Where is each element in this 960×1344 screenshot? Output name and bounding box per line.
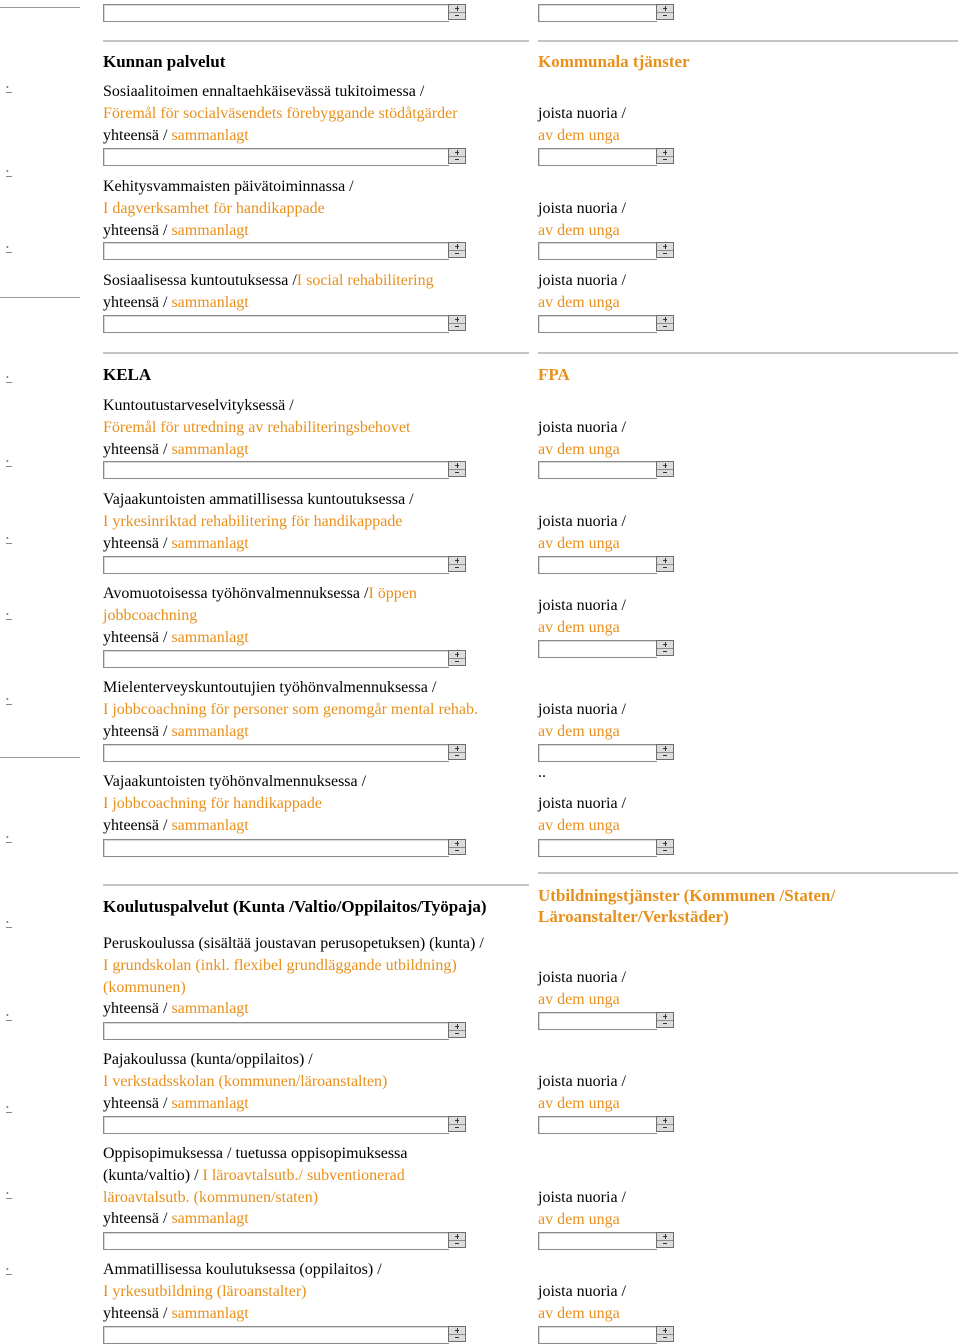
total-label-fi: yhteensä — [103, 221, 159, 239]
top-young-input[interactable] — [538, 4, 657, 22]
item-label-sv: I dagverksamhet för handikappade — [103, 199, 325, 217]
slash: / — [162, 628, 168, 646]
slash: / — [162, 1094, 168, 1112]
young-label-sv: av dem unga — [538, 990, 620, 1008]
section-rule — [103, 40, 529, 42]
young-label — [538, 699, 626, 743]
slash: / — [621, 1189, 626, 1206]
item-label-fi: Mielenterveyskuntoutujien työhönvalmennuksessa / — [103, 679, 437, 696]
item-label-fi: Sosiaalisessa kuntoutuksessa / — [103, 272, 297, 289]
total-spinner[interactable] — [448, 1232, 466, 1248]
young-label-sv: av dem unga — [538, 722, 620, 740]
margin-mark — [6, 86, 12, 95]
item-label-sv: I yrkesinriktad rehabilitering för handikappade — [103, 512, 403, 530]
slash: / — [621, 513, 626, 530]
young-label-sv: av dem unga — [538, 534, 620, 552]
total-spinner[interactable] — [448, 148, 466, 164]
total-spinner[interactable] — [448, 556, 466, 572]
section-title-education: Koulutuspalvelut (Kunta /Valtio/Oppilaitos/Työpaja) — [103, 897, 487, 916]
total-label-sv: sammanlagt — [171, 722, 249, 740]
young-label-fi: joista nuoria — [538, 513, 618, 530]
total-spinner[interactable] — [448, 1022, 466, 1038]
margin-mark — [6, 698, 12, 707]
section-rule — [538, 352, 958, 354]
total-label-fi: yhteensä — [103, 440, 159, 458]
total-label-fi: yhteensä — [103, 534, 159, 552]
young-label-fi: joista nuoria — [538, 200, 618, 217]
young-label-sv: av dem unga — [538, 1094, 620, 1112]
young-label — [538, 1071, 626, 1115]
section-title-municipal: Kunnan palvelut — [103, 52, 226, 71]
slash: / — [162, 1210, 168, 1228]
total-spinner[interactable] — [448, 461, 466, 477]
slash: / — [621, 200, 626, 217]
young-label-fi: joista nuoria — [538, 597, 618, 614]
young-spinner[interactable] — [656, 1326, 674, 1342]
margin-rule — [0, 757, 80, 758]
young-input[interactable] — [538, 1326, 657, 1344]
total-spinner[interactable] — [448, 839, 466, 855]
item-label — [103, 1049, 387, 1114]
young-spinner[interactable] — [656, 839, 674, 855]
slash: / — [162, 534, 168, 552]
total-label-fi: yhteensä — [103, 126, 159, 144]
slash: / — [162, 440, 168, 458]
slash: / — [621, 272, 626, 289]
slash: / — [162, 1000, 168, 1018]
young-input[interactable] — [538, 242, 657, 260]
slash: / — [621, 597, 626, 614]
young-label — [538, 103, 626, 147]
margin-mark — [6, 170, 12, 179]
margin-mark — [6, 246, 12, 255]
slash: / — [162, 816, 168, 834]
margin-mark — [6, 1014, 12, 1023]
young-label — [538, 198, 626, 242]
item-label — [103, 81, 458, 146]
total-label-sv: sammanlagt — [171, 1094, 249, 1112]
young-spinner[interactable] — [656, 461, 674, 477]
young-label — [538, 595, 626, 639]
total-label-fi: yhteensä — [103, 628, 159, 646]
slash: / — [621, 105, 626, 122]
item-label-fi: Oppisopimuksessa / tuetussa oppisopimuksessa (kunta/valtio) / — [103, 1145, 408, 1184]
total-label-sv: sammanlagt — [171, 1304, 249, 1322]
item-label — [103, 933, 523, 1020]
young-input[interactable] — [538, 556, 657, 574]
item-label — [103, 489, 414, 554]
young-spinner[interactable] — [656, 1116, 674, 1132]
slash: / — [621, 1073, 626, 1090]
item-label-fi: Avomuotoisessa työhönvalmennuksessa / — [103, 585, 369, 602]
section-title-education-sv: Utbildningstjänster (Kommunen /Staten/ Läroanstalter/Verkstäder) — [538, 886, 836, 926]
item-label-sv: I öppen jobbcoachning — [103, 585, 417, 624]
total-spinner[interactable] — [448, 650, 466, 666]
slash: / — [621, 795, 626, 812]
item-label-sv: I jobbcoachning för personer som genomgår mental rehab. — [103, 700, 478, 718]
young-label — [538, 417, 626, 461]
total-label-sv: sammanlagt — [171, 816, 249, 834]
young-label — [538, 1187, 626, 1231]
item-label — [103, 677, 478, 742]
item-label — [103, 1143, 448, 1230]
total-label-fi: yhteensä — [103, 816, 159, 834]
total-input[interactable] — [103, 1116, 449, 1134]
total-label-sv: sammanlagt — [171, 221, 249, 239]
young-label-fi: joista nuoria — [538, 701, 618, 718]
section-title-municipal-sv: Kommunala tjänster — [538, 52, 690, 71]
total-input[interactable] — [103, 315, 449, 333]
young-spinner[interactable] — [656, 242, 674, 258]
margin-rule — [0, 7, 80, 8]
young-spinner[interactable] — [656, 1232, 674, 1248]
item-label — [103, 395, 410, 460]
total-input[interactable] — [103, 1326, 449, 1344]
stray-mark: .. — [538, 764, 546, 781]
margin-mark — [6, 836, 12, 845]
young-input[interactable] — [538, 744, 657, 762]
item-label-fi: Ammatillisessa koulutuksessa (oppilaitos) / — [103, 1261, 382, 1278]
slash: / — [162, 722, 168, 740]
total-label-sv: sammanlagt — [171, 293, 249, 311]
item-label-sv: I social rehabilitering — [296, 272, 434, 289]
young-label-fi: joista nuoria — [538, 272, 618, 289]
total-label-sv: sammanlagt — [171, 1000, 249, 1018]
item-label-sv: I yrkesutbildning (läroanstalter) — [103, 1282, 307, 1300]
total-label-sv: sammanlagt — [171, 440, 249, 458]
section-rule — [538, 872, 958, 874]
item-label-sv: I läroavtalsutb./ subventionerad läroavtalsutb. (kommunen/staten) — [103, 1166, 405, 1206]
young-input[interactable] — [538, 1116, 657, 1134]
young-input[interactable] — [538, 148, 657, 166]
item-label-fi: Kuntoutustarveselvityksessä / — [103, 397, 294, 414]
total-spinner[interactable] — [448, 744, 466, 760]
young-label — [538, 270, 626, 314]
item-label-sv: I jobbcoachning för handikappade — [103, 794, 323, 812]
margin-rule — [0, 297, 80, 298]
slash: / — [621, 419, 626, 436]
young-label-fi: joista nuoria — [538, 105, 618, 122]
item-label-sv: Föremål för socialväsendets förebyggande stödåtgärder — [103, 104, 458, 122]
top-total-spinner[interactable] — [448, 4, 466, 20]
item-label — [103, 583, 453, 648]
total-input[interactable] — [103, 1022, 449, 1040]
margin-mark — [6, 613, 12, 622]
young-input[interactable] — [538, 315, 657, 333]
young-spinner[interactable] — [656, 640, 674, 656]
total-label-fi: yhteensä — [103, 293, 159, 311]
young-spinner[interactable] — [656, 148, 674, 164]
young-label — [538, 1281, 626, 1325]
item-label — [103, 1259, 382, 1324]
young-label-fi: joista nuoria — [538, 1073, 618, 1090]
young-spinner[interactable] — [656, 1012, 674, 1028]
item-label-sv: I verkstadsskolan (kommunen/läroanstalten) — [103, 1072, 388, 1090]
young-input[interactable] — [538, 1232, 657, 1250]
young-label — [538, 967, 626, 1011]
margin-mark — [6, 460, 12, 469]
total-label-fi: yhteensä — [103, 1000, 159, 1018]
top-total-input[interactable] — [103, 4, 449, 22]
section-title-fpa: FPA — [538, 365, 570, 384]
total-label-sv: sammanlagt — [171, 1210, 249, 1228]
total-input[interactable] — [103, 461, 449, 479]
total-label-sv: sammanlagt — [171, 126, 249, 144]
total-input[interactable] — [103, 148, 449, 166]
young-label-sv: av dem unga — [538, 1304, 620, 1322]
young-input[interactable] — [538, 461, 657, 479]
item-label-fi: Vajaakuntoisten ammatillisessa kuntoutuksessa / — [103, 491, 414, 508]
total-spinner[interactable] — [448, 1116, 466, 1132]
item-label-fi: Pajakoulussa (kunta/oppilaitos) / — [103, 1051, 313, 1068]
total-spinner[interactable] — [448, 242, 466, 258]
item-label-fi: Kehitysvammaisten päivätoiminnassa / — [103, 178, 354, 195]
margin-mark — [6, 1192, 12, 1201]
item-label-fi: Peruskoulussa (sisältää joustavan perusopetuksen) (kunta) / — [103, 935, 484, 952]
young-label-sv: av dem unga — [538, 440, 620, 458]
section-rule — [103, 884, 529, 886]
slash: / — [162, 293, 168, 311]
section-rule — [538, 40, 958, 42]
item-label-fi: Vajaakuntoisten työhönvalmennuksessa / — [103, 773, 367, 790]
young-spinner[interactable] — [656, 744, 674, 760]
item-label — [103, 270, 434, 314]
young-label-sv: av dem unga — [538, 618, 620, 636]
slash: / — [621, 1283, 626, 1300]
young-input[interactable] — [538, 839, 657, 857]
slash: / — [162, 126, 168, 144]
margin-mark — [6, 1106, 12, 1115]
total-input[interactable] — [103, 744, 449, 762]
young-label — [538, 511, 626, 555]
young-label-sv: av dem unga — [538, 816, 620, 834]
slash: / — [162, 1304, 168, 1322]
margin-mark — [6, 376, 12, 385]
item-label-sv: Föremål för utredning av rehabiliteringsbehovet — [103, 418, 411, 436]
young-spinner[interactable] — [656, 315, 674, 331]
young-label-fi: joista nuoria — [538, 1283, 618, 1300]
young-label — [538, 793, 626, 837]
item-label — [103, 771, 366, 836]
margin-mark — [6, 921, 12, 930]
young-input[interactable] — [538, 1012, 657, 1030]
young-label-sv: av dem unga — [538, 221, 620, 239]
young-spinner[interactable] — [656, 556, 674, 572]
young-label-fi: joista nuoria — [538, 795, 618, 812]
item-label-fi: Sosiaalitoimen ennaltaehkäisevässä tukitoimessa / — [103, 83, 425, 100]
young-label-fi: joista nuoria — [538, 419, 618, 436]
total-label-sv: sammanlagt — [171, 628, 249, 646]
young-label-fi: joista nuoria — [538, 969, 618, 986]
total-input[interactable] — [103, 1232, 449, 1250]
section-rule — [103, 352, 529, 354]
total-spinner[interactable] — [448, 315, 466, 331]
total-label-fi: yhteensä — [103, 1210, 159, 1228]
total-input[interactable] — [103, 650, 449, 668]
total-label-sv: sammanlagt — [171, 534, 249, 552]
slash: / — [621, 701, 626, 718]
item-label — [103, 176, 354, 241]
young-label-sv: av dem unga — [538, 293, 620, 311]
young-label-sv: av dem unga — [538, 126, 620, 144]
total-label-fi: yhteensä — [103, 722, 159, 740]
total-input[interactable] — [103, 839, 449, 857]
young-label-sv: av dem unga — [538, 1210, 620, 1228]
slash: / — [162, 221, 168, 239]
margin-mark — [6, 537, 12, 546]
total-spinner[interactable] — [448, 1326, 466, 1342]
young-input[interactable] — [538, 640, 657, 658]
item-label-sv: I grundskolan (inkl. flexibel grundläggande utbildning) (kommunen) — [103, 956, 457, 996]
total-input[interactable] — [103, 556, 449, 574]
total-label-fi: yhteensä — [103, 1094, 159, 1112]
top-young-spinner[interactable] — [656, 4, 674, 20]
total-label-fi: yhteensä — [103, 1304, 159, 1322]
slash: / — [621, 969, 626, 986]
total-input[interactable] — [103, 242, 449, 260]
young-label-fi: joista nuoria — [538, 1189, 618, 1206]
margin-mark — [6, 1268, 12, 1277]
section-title-kela: KELA — [103, 365, 152, 384]
